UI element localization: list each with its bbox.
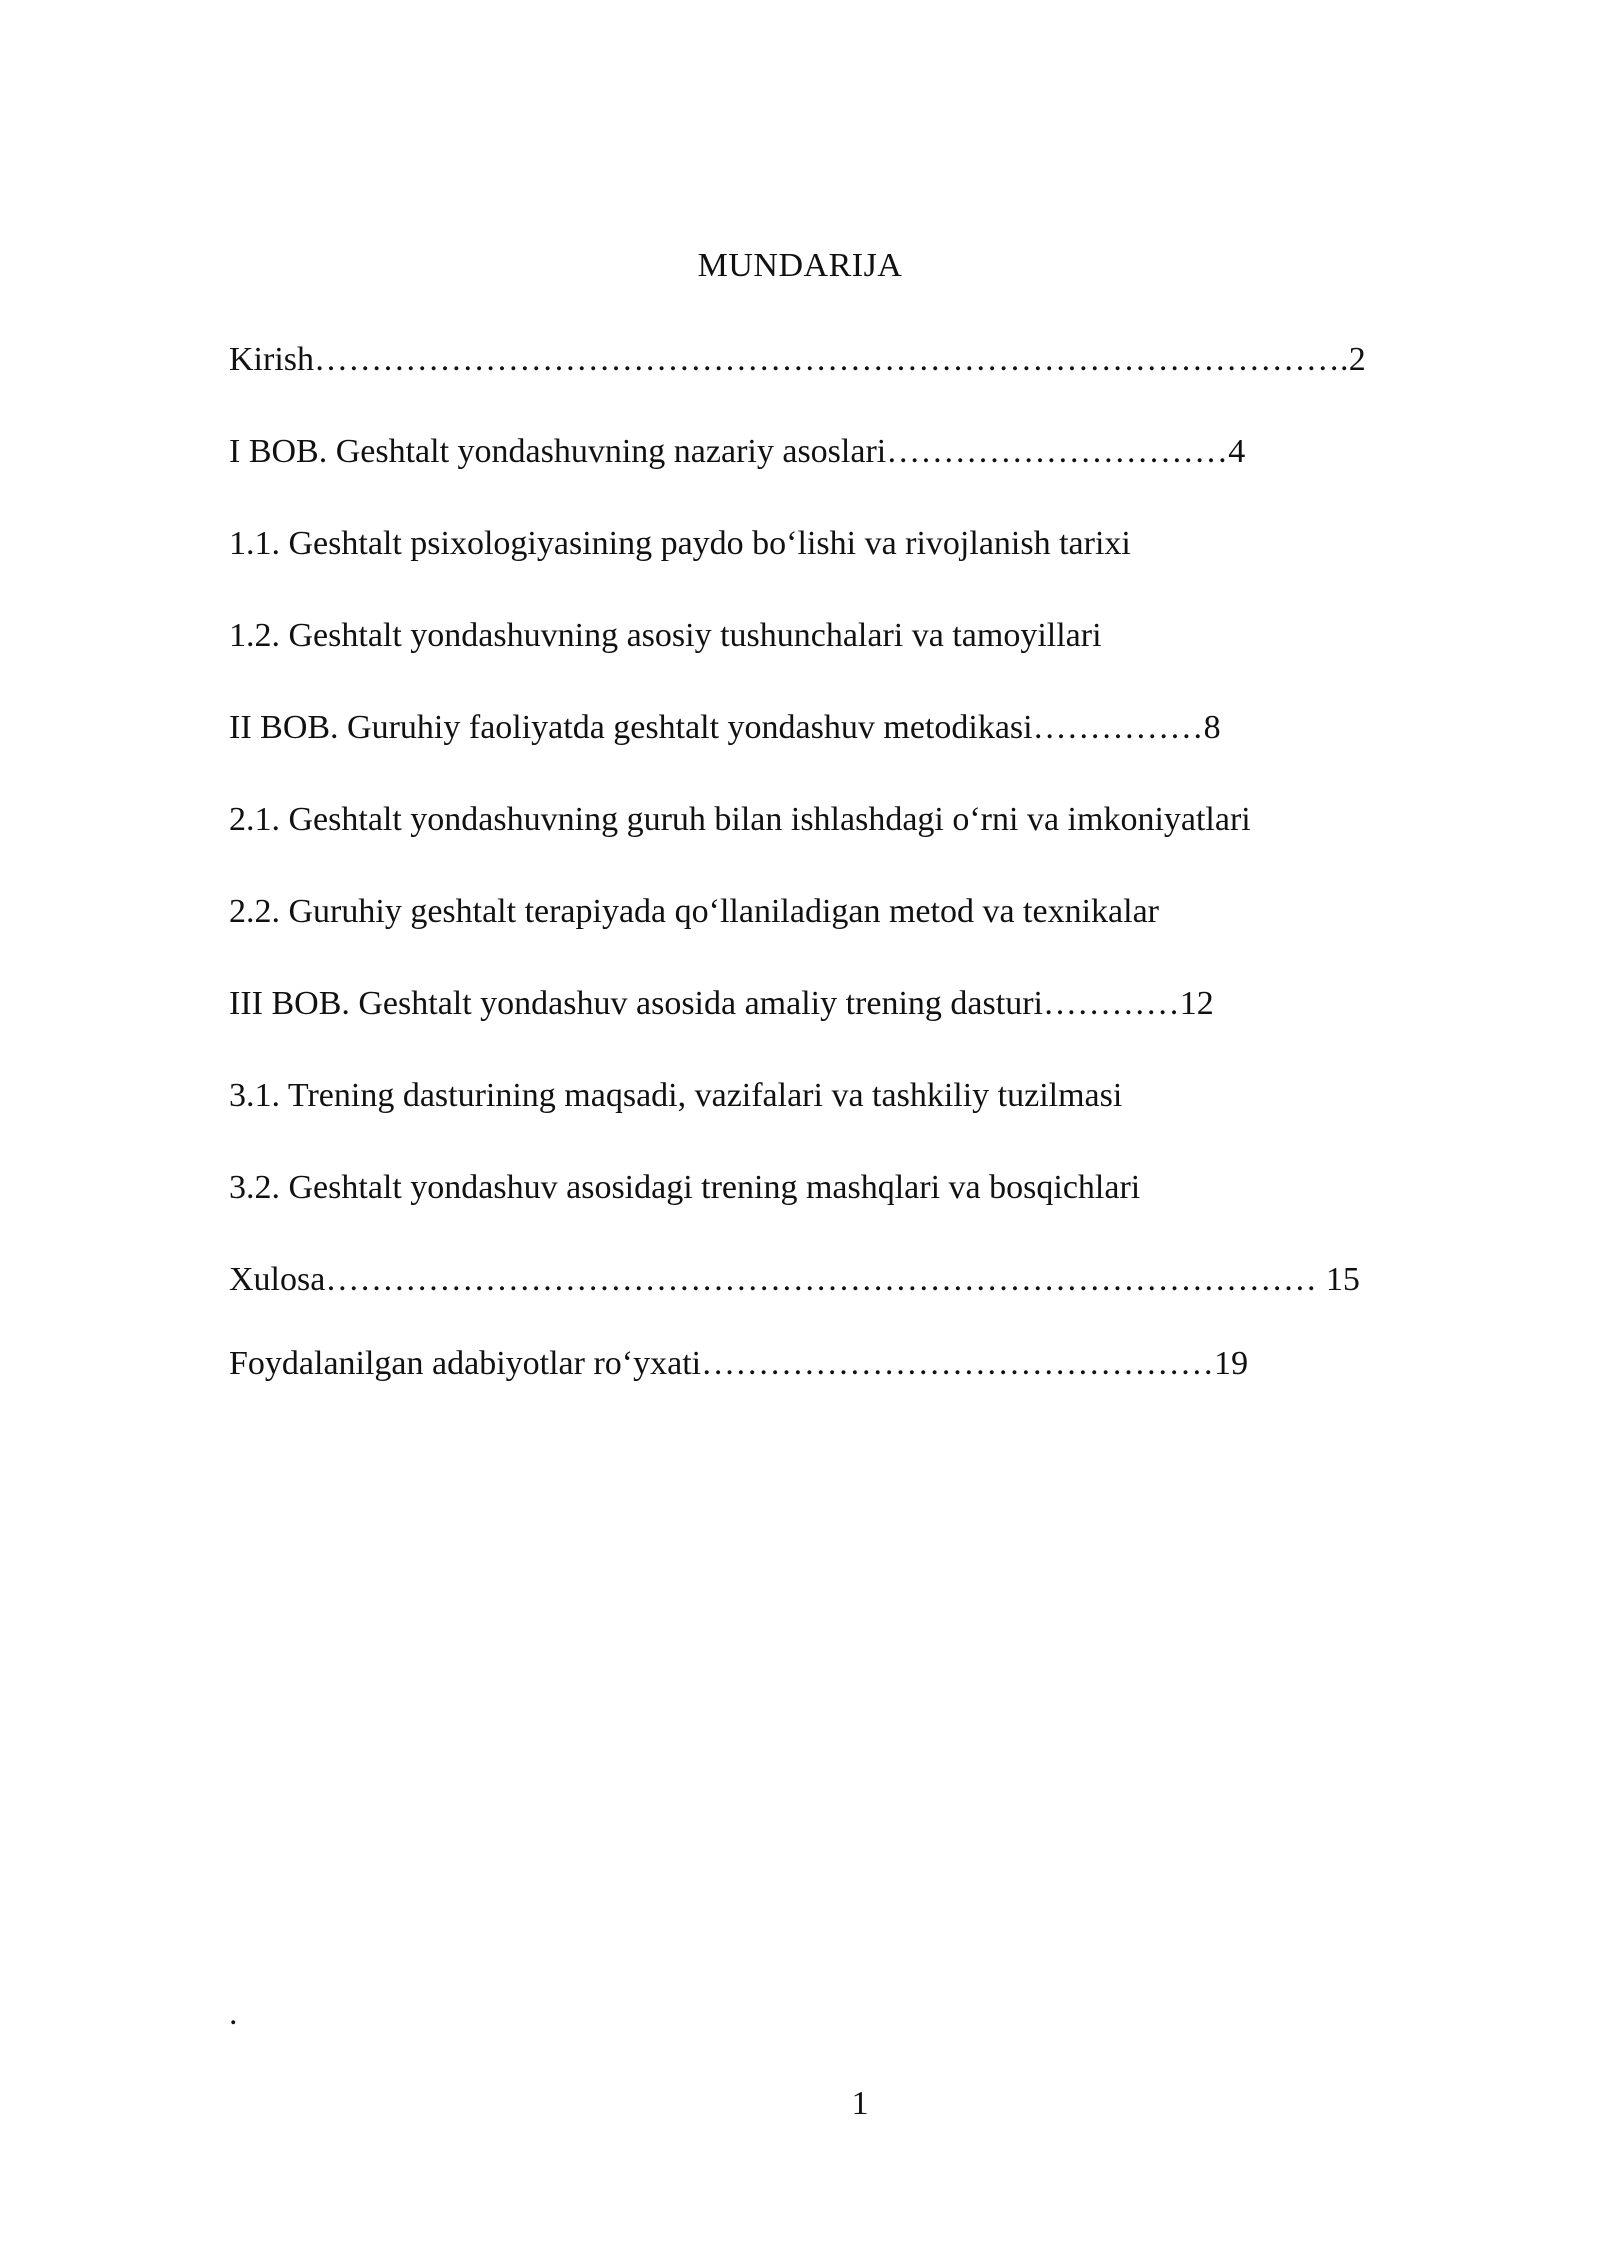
toc-entry-text: Kirish bbox=[229, 341, 314, 378]
stray-mark: . bbox=[229, 1995, 238, 2032]
toc-dot-leader: ………… bbox=[1042, 985, 1180, 1022]
toc-entry-text: Foydalanilgan adabiyotlar ro‘yxati bbox=[229, 1345, 702, 1382]
toc-entry-text: 2.2. Guruhiy geshtalt terapiyada qo‘llaniladigan metod va texnikalar bbox=[229, 893, 1159, 930]
toc-page-number: 2 bbox=[1348, 341, 1366, 378]
toc-entry bbox=[229, 1341, 1479, 1387]
toc-dot-leader: ………………………… bbox=[886, 433, 1229, 470]
toc-entry-text: 1.2. Geshtalt yondashuvning asosiy tushunchalari va tamoyillari bbox=[229, 617, 1102, 654]
toc-entry-text: II BOB. Guruhiy faoliyatda geshtalt yondashuv metodikasi bbox=[229, 709, 1033, 746]
toc-entry-text: 3.1. Trening dasturining maqsadi, vazifalari va tashkiliy tuzilmasi bbox=[229, 1077, 1123, 1114]
toc-entry-text: 2.1. Geshtalt yondashuvning guruh bilan ishlashdagi o‘rni va imkoniyatlari bbox=[229, 801, 1251, 838]
toc-page-number: 4 bbox=[1228, 433, 1246, 470]
toc-entry bbox=[229, 981, 1479, 1027]
toc-dot-leader: ……………………………………… bbox=[701, 1345, 1215, 1382]
toc-entry bbox=[229, 613, 1479, 659]
toc-entry bbox=[229, 429, 1479, 475]
toc-entry-text: III BOB. Geshtalt yondashuv asosida amaliy trening dasturi bbox=[229, 985, 1043, 1022]
toc-entry-text: Xulosa bbox=[229, 1261, 326, 1298]
toc-entry bbox=[229, 889, 1479, 935]
page-title: MUNDARIJA bbox=[697, 247, 903, 284]
toc-entry bbox=[229, 337, 1479, 383]
toc-entry-text: 1.1. Geshtalt psixologiyasining paydo bo‘lishi va rivojlanish tarixi bbox=[229, 525, 1131, 562]
toc-dot-leader: …………… bbox=[1032, 709, 1204, 746]
toc-entry-text: 3.2. Geshtalt yondashuv asosidagi trening mashqlari va bosqichlari bbox=[229, 1169, 1141, 1206]
toc-page-number: 8 bbox=[1203, 709, 1221, 746]
page-number: 1 bbox=[851, 2085, 869, 2122]
toc-page-number: 12 bbox=[1179, 985, 1214, 1022]
toc-dot-leader: …………………………………………………………………………… bbox=[325, 1261, 1326, 1298]
toc-entry-text: I BOB. Geshtalt yondashuvning nazariy asoslari bbox=[229, 433, 887, 470]
toc-entry bbox=[229, 521, 1479, 567]
toc-entry bbox=[229, 797, 1479, 843]
toc-page-number: 19 bbox=[1214, 1345, 1249, 1382]
toc-dot-leader: ………………………………………………………………………………. bbox=[314, 341, 1349, 378]
toc-page-number: 15 bbox=[1325, 1261, 1360, 1298]
table-of-contents bbox=[229, 337, 1479, 1433]
toc-entry bbox=[229, 1249, 1479, 1311]
toc-entry bbox=[229, 1073, 1479, 1119]
toc-entry bbox=[229, 705, 1479, 751]
toc-entry bbox=[229, 1165, 1479, 1211]
